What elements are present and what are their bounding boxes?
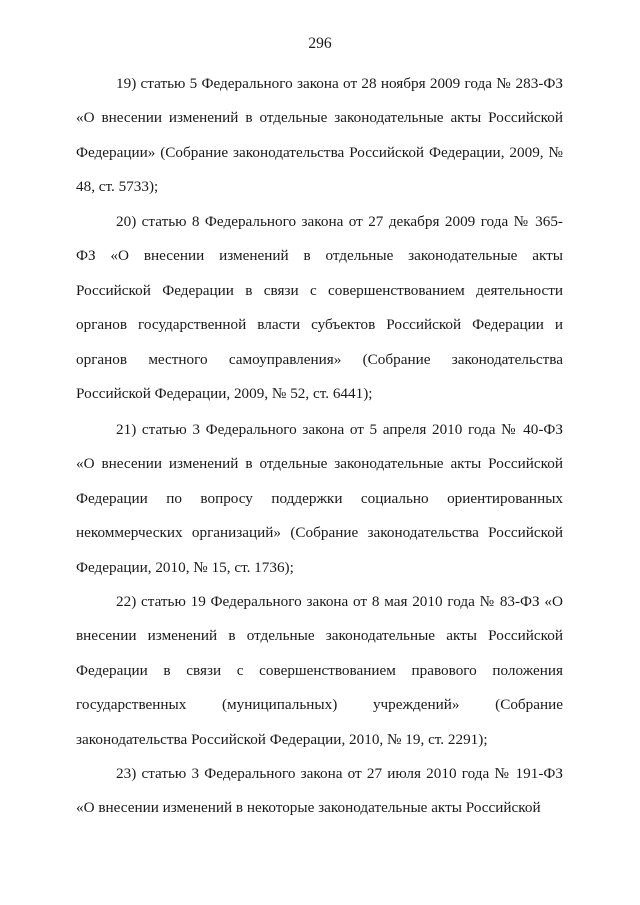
list-item-22: 22) статью 19 Федерального закона от 8 мая 2010 года № 83-ФЗ «О внесении изменений в отдельные законодательные акты Российской Федерации в связи с совершенствованием правового положения государственных (муниципальных) учреждений» (Собрание законодательства Российской Федерации, 2010, № 19, ст. 2291);: [76, 593, 563, 748]
list-item-19: 19) статью 5 Федерального закона от 28 ноября 2009 года № 283-ФЗ «О внесении изменений в отдельные законодательные акты Российской Федерации» (Собрание законодательства Российской Федерации, 2009, № 48, ст. 5733);: [76, 75, 563, 196]
list-item-20: 20) статью 8 Федерального закона от 27 декабря 2009 года № 365-ФЗ «О внесении изменений в отдельные законодательные акты Российской Федерации в связи с совершенствованием деятельности органов государственной власти субъектов Российской Федерации и органов местного самоуправления» (Собрание законодательства Российской Федерации, 2009, № 52, ст. 6441);: [76, 213, 563, 403]
list-item-23: 23) статью 3 Федерального закона от 27 июля 2010 года № 191-ФЗ «О внесении изменений в некоторые законодательные акты Российской: [76, 765, 563, 817]
list-item-21: 21) статью 3 Федерального закона от 5 апреля 2010 года № 40-ФЗ «О внесении изменений в отдельные законодательные акты Российской Федерации по вопросу поддержки социально ориентированных некоммерческих организаций» (Собрание законодательства Российской Федерации, 2010, № 15, ст. 1736);: [76, 421, 563, 576]
page-number: 296: [308, 35, 332, 52]
